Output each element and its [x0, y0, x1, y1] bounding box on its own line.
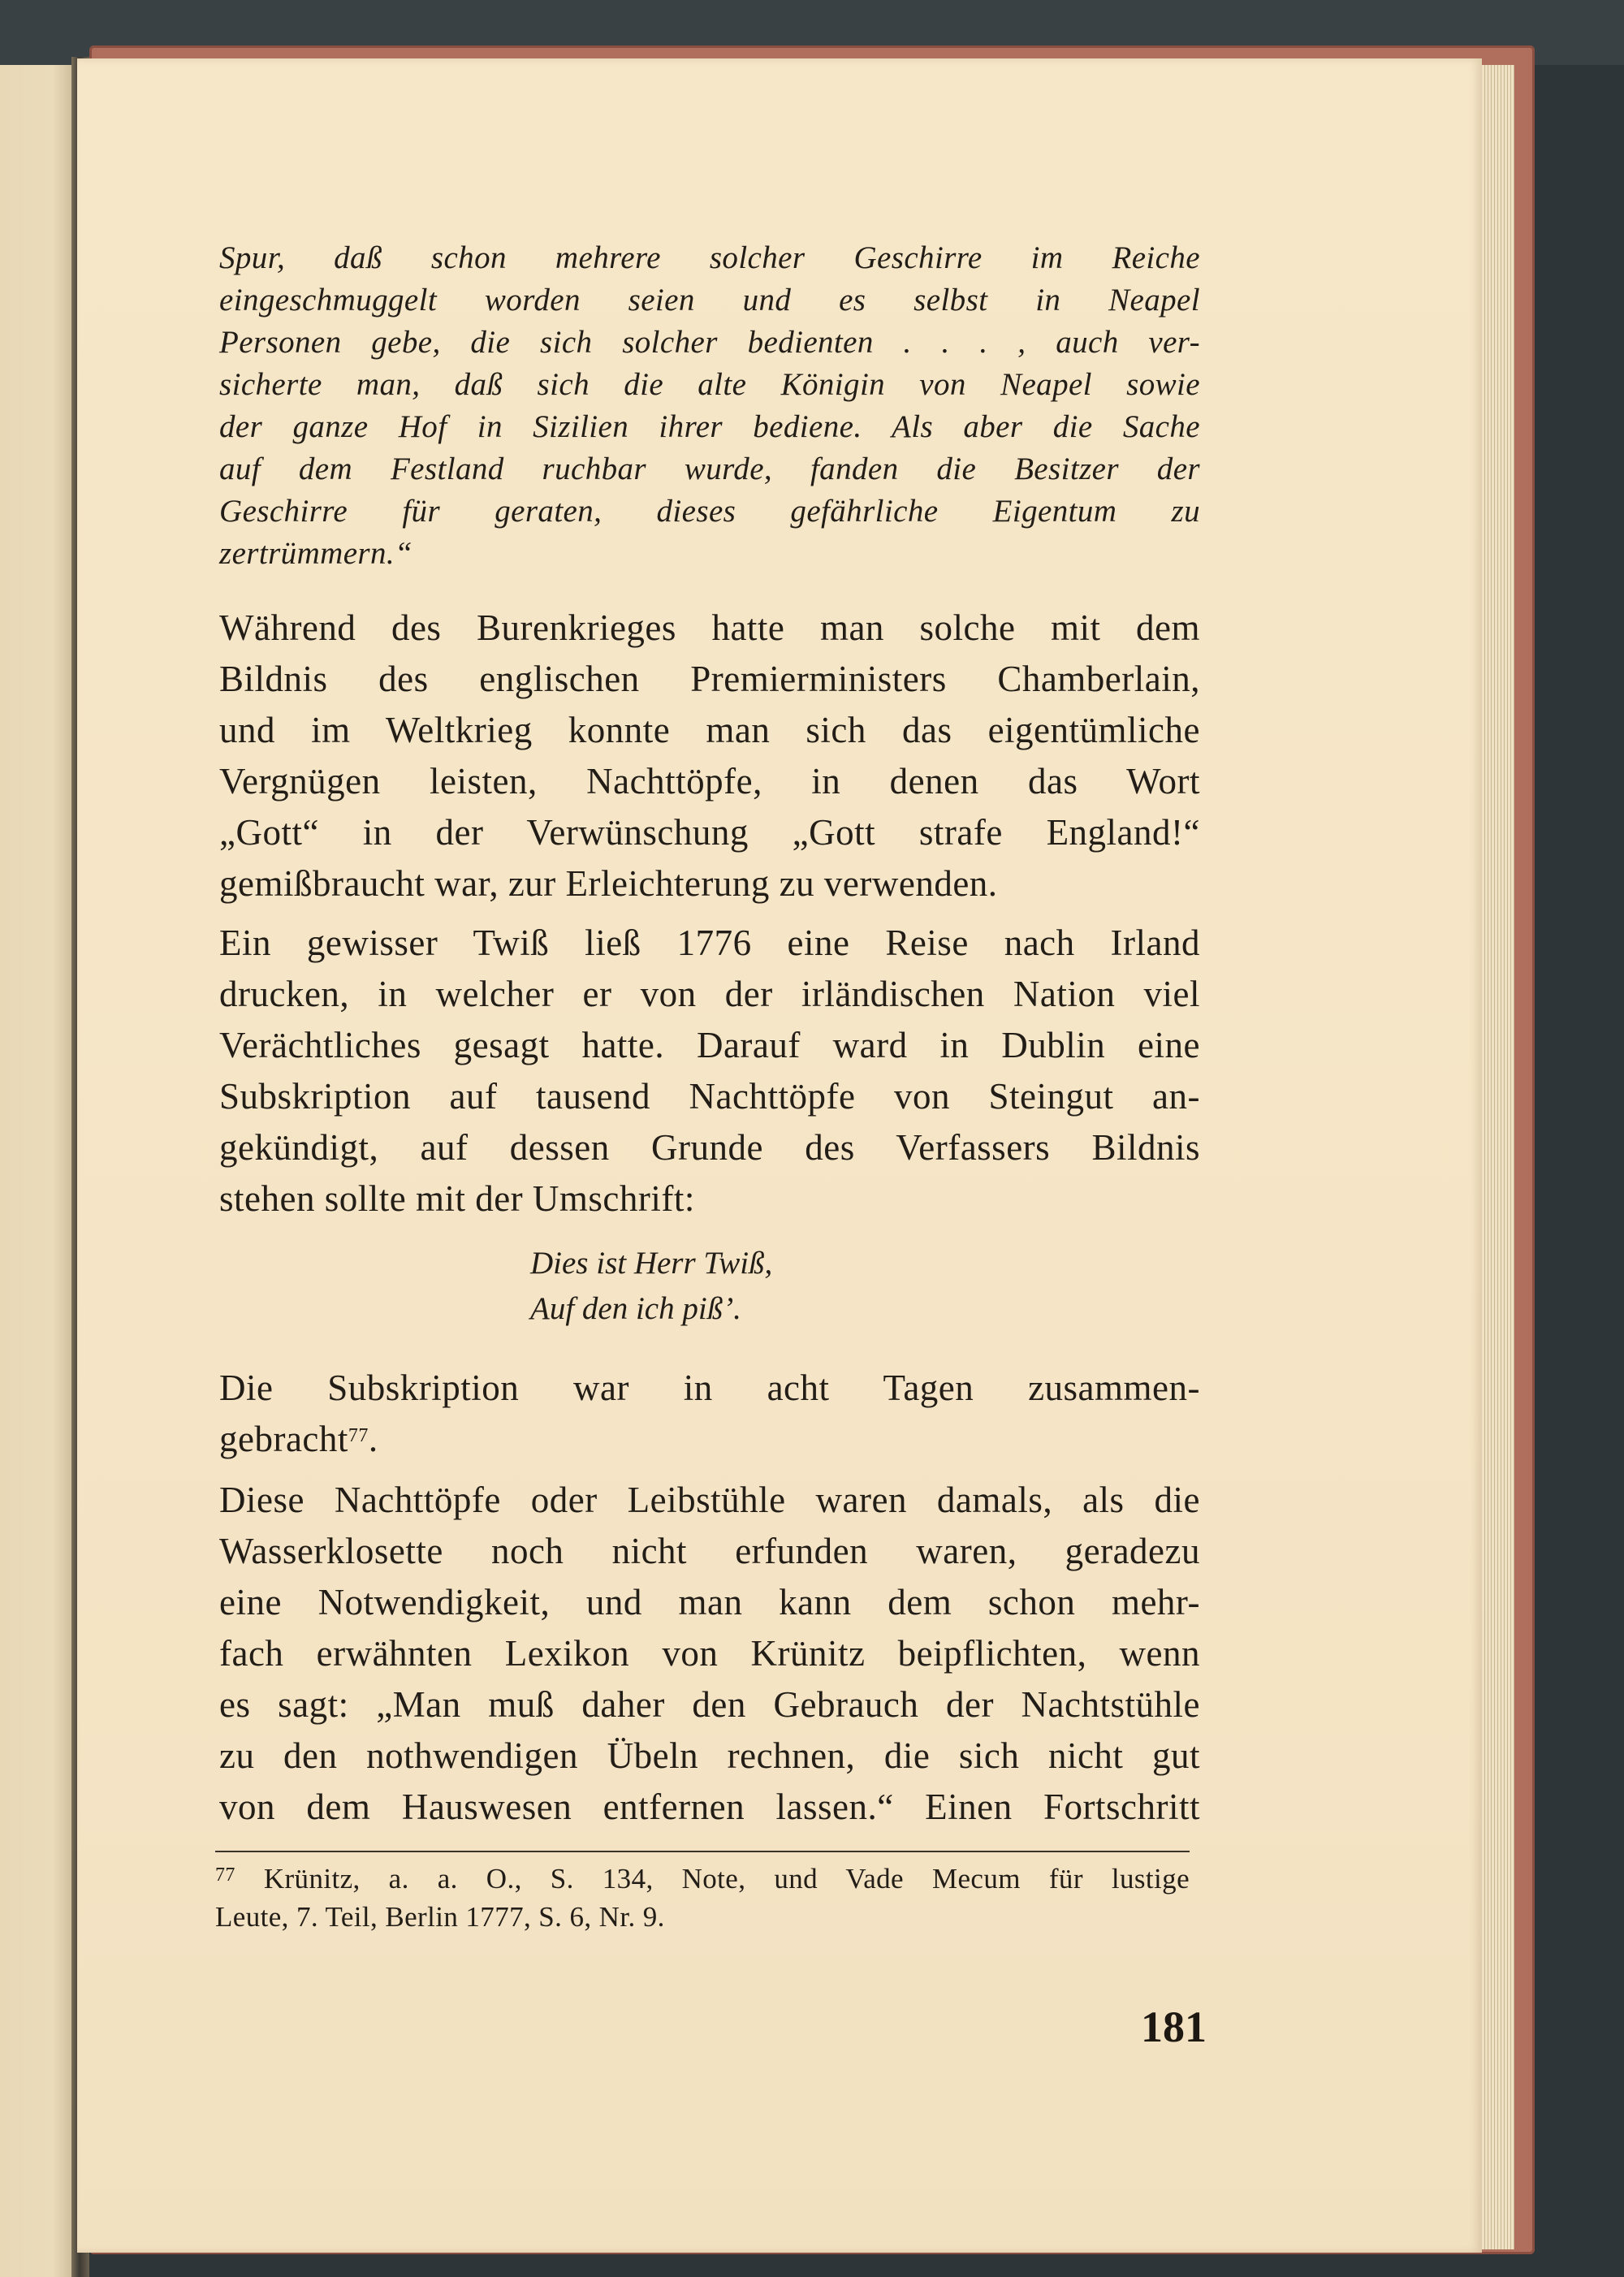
paragraph-line: fach erwähnten Lexikon von Krünitz beipflichten, wenn: [219, 1633, 1200, 1674]
footnote-reference: 77: [348, 1425, 369, 1446]
paragraph-3: [219, 1363, 1200, 1465]
paragraph-line: eine Notwendigkeit, und man kann dem schon mehr-: [219, 1582, 1200, 1622]
footnote-text: Krünitz, a. a. O., S. 134, Note, und Vade Mecum für lustige: [263, 1863, 1190, 1895]
quote-line: sicherte man, daß sich die alte Königin von Neapel sowie: [219, 367, 1200, 402]
paragraph-line: Wasserklosette noch nicht erfunden waren, geradezu: [219, 1531, 1200, 1571]
left-page-edge: [0, 65, 75, 2277]
paragraph-line: gekündigt, auf dessen Grunde des Verfassers Bildnis: [219, 1127, 1200, 1168]
footnote-marker: 77: [215, 1864, 235, 1886]
paragraph-line: von dem Hauswesen entfernen lassen.“ Einen Fortschritt: [219, 1787, 1200, 1827]
paragraph-line: Bildnis des englischen Premierministers Chamberlain,: [219, 659, 1200, 699]
quote-line: zertrümmern.“: [219, 536, 413, 571]
verse-line: Auf den ich piß’.: [530, 1291, 741, 1326]
footnote-line: Leute, 7. Teil, Berlin 1777, S. 6, Nr. 9.: [215, 1901, 665, 1933]
paragraph-line: Diese Nachttöpfe oder Leibstühle waren damals, als die: [219, 1480, 1200, 1520]
paragraph-line: drucken, in welcher er von der irländischen Nation viel: [219, 974, 1200, 1014]
page-number: 181: [1141, 2003, 1207, 2051]
paragraph-line: es sagt: „Man muß daher den Gebrauch der Nachtstühle: [219, 1684, 1200, 1725]
quote-line: Personen gebe, die sich solcher bedienten . . . , auch ver-: [219, 325, 1200, 360]
quote-line: eingeschmuggelt worden seien und es selbst in Neapel: [219, 283, 1200, 318]
verse-block: [530, 1241, 772, 1332]
footnote-rule: [215, 1851, 1190, 1852]
paragraph-line: [219, 1414, 1200, 1465]
paragraph-line: Die Subskription war in acht Tagen zusammen-: [219, 1367, 1200, 1408]
paragraph-line: Vergnügen leisten, Nachttöpfe, in denen das Wort: [219, 761, 1200, 801]
paragraph-line: Subskription auf tausend Nachttöpfe von Steingut an-: [219, 1076, 1200, 1117]
quote-line: Spur, daß schon mehrere solcher Geschirre im Reiche: [219, 240, 1200, 275]
paragraph-line: stehen sollte mit der Umschrift:: [219, 1178, 695, 1219]
paragraph-2: [219, 918, 1200, 1225]
paragraph-line: Ein gewisser Twiß ließ 1776 eine Reise nach Irland: [219, 922, 1200, 963]
paragraph-line: zu den nothwendigen Übeln rechnen, die sich nicht gut: [219, 1735, 1200, 1776]
quote-block: [219, 237, 1200, 575]
paragraph-line: Verächtliches gesagt hatte. Darauf ward in Dublin eine: [219, 1025, 1200, 1065]
footnote-line: [215, 1860, 1190, 1898]
paragraph-line: „Gott“ in der Verwünschung „Gott strafe England!“: [219, 812, 1200, 853]
paragraph-text: .: [368, 1419, 378, 1459]
paragraph-text: gebracht: [219, 1419, 348, 1459]
paragraph-line: und im Weltkrieg konnte man sich das eigentümliche: [219, 710, 1200, 750]
verse-line: Dies ist Herr Twiß,: [530, 1246, 773, 1281]
page-edges: [1482, 65, 1514, 2249]
quote-line: Geschirre für geraten, dieses gefährliche Eigentum zu: [219, 494, 1200, 529]
paragraph-4: [219, 1475, 1200, 1833]
quote-line: auf dem Festland ruchbar wurde, fanden die Besitzer der: [219, 452, 1200, 486]
paragraph-line: Während des Burenkrieges hatte man solche mit dem: [219, 607, 1200, 648]
footnote: [215, 1860, 1190, 1936]
paragraph-1: [219, 603, 1200, 910]
paragraph-line: gemißbraucht war, zur Erleichterung zu verwenden.: [219, 863, 998, 904]
quote-line: der ganze Hof in Sizilien ihrer bediene. Als aber die Sache: [219, 409, 1200, 444]
